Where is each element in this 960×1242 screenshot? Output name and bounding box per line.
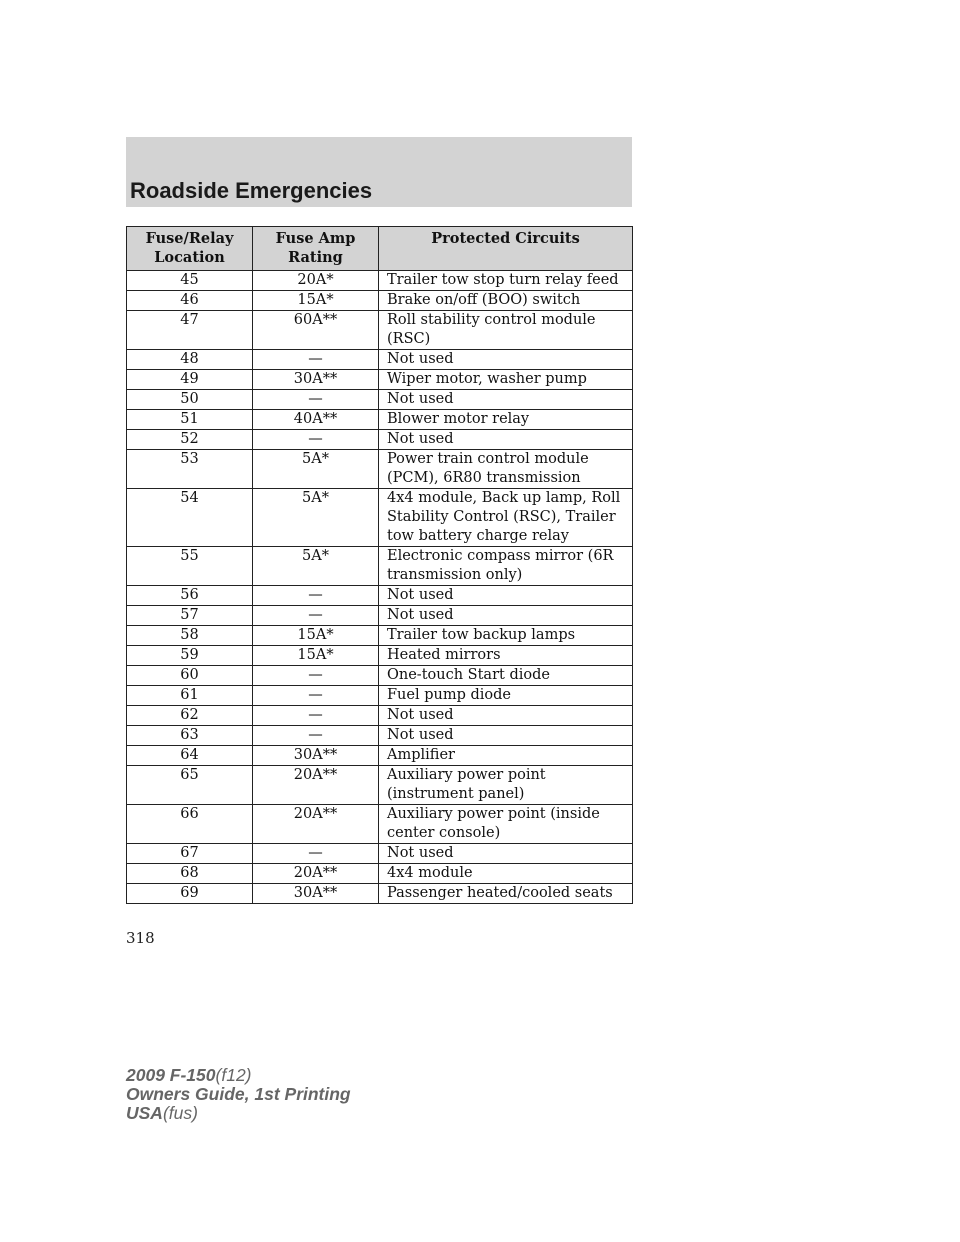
- fuse-rating-cell: 15A*: [253, 626, 379, 646]
- fuse-rating-cell: 15A*: [253, 646, 379, 666]
- table-row: [127, 766, 633, 805]
- protected-circuits-cell: [379, 884, 633, 904]
- column-header-location-label: Fuse/Relay Location: [145, 230, 234, 266]
- fuse-location-cell: 60: [127, 666, 253, 686]
- fuse-location-cell: 45: [127, 271, 253, 291]
- protected-circuits-line: Not used: [387, 391, 454, 407]
- protected-circuits-cell: [379, 311, 633, 350]
- table-row: [127, 350, 633, 370]
- fuse-rating-cell: —: [253, 726, 379, 746]
- protected-circuits-cell: [379, 410, 633, 430]
- protected-circuits-cell: [379, 547, 633, 586]
- fuse-location-cell: 62: [127, 706, 253, 726]
- fuse-location-cell: 58: [127, 626, 253, 646]
- fuse-rating-cell: 5A*: [253, 489, 379, 547]
- table-row: [127, 646, 633, 666]
- protected-circuits-cell: [379, 864, 633, 884]
- fuse-rating-cell: —: [253, 666, 379, 686]
- protected-circuits-line: Passenger heated/cooled seats: [387, 885, 613, 901]
- fuse-location-cell: 52: [127, 430, 253, 450]
- protected-circuits-cell: [379, 271, 633, 291]
- protected-circuits-cell: [379, 350, 633, 370]
- table-row: [127, 626, 633, 646]
- fuse-rating-cell: 20A**: [253, 805, 379, 844]
- protected-circuits-cell: [379, 666, 633, 686]
- column-header-location: [127, 227, 253, 271]
- protected-circuits-cell: [379, 746, 633, 766]
- table-row: [127, 606, 633, 626]
- fuse-location-cell: 61: [127, 686, 253, 706]
- protected-circuits-cell: [379, 291, 633, 311]
- fuse-rating-cell: 30A**: [253, 746, 379, 766]
- protected-circuits-line: Electronic compass mirror (6R: [387, 548, 614, 564]
- fuse-location-cell: 69: [127, 884, 253, 904]
- fuse-location-cell: 46: [127, 291, 253, 311]
- fuse-rating-cell: 20A**: [253, 766, 379, 805]
- table-row: [127, 706, 633, 726]
- protected-circuits-cell: [379, 844, 633, 864]
- protected-circuits-cell: [379, 766, 633, 805]
- protected-circuits-line: Amplifier: [387, 747, 455, 763]
- table-row: [127, 390, 633, 410]
- fuse-location-cell: 49: [127, 370, 253, 390]
- footer-print-info: [126, 1066, 351, 1123]
- fuse-location-cell: 56: [127, 586, 253, 606]
- fuse-rating-cell: —: [253, 390, 379, 410]
- column-header-rating: [253, 227, 379, 271]
- fuse-rating-cell: —: [253, 844, 379, 864]
- protected-circuits-cell: [379, 430, 633, 450]
- column-header-rating-label: Fuse Amp Rating: [275, 230, 356, 266]
- table-row: [127, 805, 633, 844]
- protected-circuits-cell: [379, 626, 633, 646]
- table-row: [127, 666, 633, 686]
- protected-circuits-cell: [379, 390, 633, 410]
- footer-line: [126, 1104, 351, 1123]
- table-row: [127, 746, 633, 766]
- fuse-rating-cell: —: [253, 586, 379, 606]
- table-row: [127, 410, 633, 430]
- footer-line: [126, 1085, 351, 1104]
- fuse-table: [126, 226, 633, 904]
- fuse-location-cell: 63: [127, 726, 253, 746]
- protected-circuits-cell: [379, 686, 633, 706]
- protected-circuits-line: Heated mirrors: [387, 647, 501, 663]
- protected-circuits-line: Trailer tow stop turn relay feed: [387, 272, 619, 288]
- protected-circuits-cell: [379, 489, 633, 547]
- protected-circuits-line: Roll stability control module: [387, 312, 596, 328]
- protected-circuits-line: Power train control module: [387, 451, 589, 467]
- fuse-location-cell: 53: [127, 450, 253, 489]
- protected-circuits-line: Brake on/off (BOO) switch: [387, 292, 581, 308]
- fuse-rating-cell: —: [253, 606, 379, 626]
- fuse-location-cell: 51: [127, 410, 253, 430]
- table-header-row: [127, 227, 633, 271]
- footer-line-light: (fus): [162, 1103, 198, 1123]
- protected-circuits-line: 4x4 module, Back up lamp, Roll: [387, 490, 621, 506]
- protected-circuits-line: Blower motor relay: [387, 411, 530, 427]
- protected-circuits-cell: [379, 726, 633, 746]
- footer-line-bold: Owners Guide, 1st Printing: [126, 1084, 351, 1104]
- section-title: Roadside Emergencies: [130, 178, 373, 203]
- fuse-table-body: [127, 271, 633, 904]
- column-header-circuits-label: Protected Circuits: [431, 230, 580, 247]
- table-row: [127, 844, 633, 864]
- fuse-rating-cell: 15A*: [253, 291, 379, 311]
- fuse-location-cell: 57: [127, 606, 253, 626]
- protected-circuits-line: Auxiliary power point: [387, 767, 546, 783]
- table-row: [127, 450, 633, 489]
- protected-circuits-line: Not used: [387, 727, 454, 743]
- fuse-rating-cell: 30A**: [253, 884, 379, 904]
- table-row: [127, 547, 633, 586]
- protected-circuits-cell: [379, 805, 633, 844]
- protected-circuits-cell: [379, 606, 633, 626]
- protected-circuits-line: Not used: [387, 351, 454, 367]
- fuse-location-cell: 64: [127, 746, 253, 766]
- protected-circuits-line: Not used: [387, 845, 454, 861]
- fuse-rating-cell: 5A*: [253, 450, 379, 489]
- table-row: [127, 370, 633, 390]
- footer-line-light: (f12): [215, 1065, 252, 1085]
- protected-circuits-line: Not used: [387, 707, 454, 723]
- table-row: [127, 311, 633, 350]
- table-row: [127, 864, 633, 884]
- table-row: [127, 686, 633, 706]
- protected-circuits-line: center console): [387, 825, 501, 841]
- fuse-rating-cell: 20A*: [253, 271, 379, 291]
- fuse-rating-cell: —: [253, 686, 379, 706]
- fuse-rating-cell: 20A**: [253, 864, 379, 884]
- protected-circuits-line: Not used: [387, 587, 454, 603]
- column-header-circuits: [379, 227, 633, 271]
- table-row: [127, 291, 633, 311]
- fuse-rating-cell: 40A**: [253, 410, 379, 430]
- table-row: [127, 726, 633, 746]
- fuse-location-cell: 68: [127, 864, 253, 884]
- protected-circuits-line: (instrument panel): [387, 786, 525, 802]
- table-row: [127, 586, 633, 606]
- protected-circuits-line: Wiper motor, washer pump: [387, 371, 587, 387]
- protected-circuits-cell: [379, 706, 633, 726]
- protected-circuits-line: Stability Control (RSC), Trailer: [387, 509, 616, 525]
- fuse-rating-cell: —: [253, 706, 379, 726]
- footer-line-bold: USA: [126, 1103, 163, 1123]
- page-number: 318: [126, 929, 155, 947]
- fuse-rating-cell: 30A**: [253, 370, 379, 390]
- protected-circuits-line: (RSC): [387, 331, 431, 347]
- protected-circuits-line: One-touch Start diode: [387, 667, 550, 683]
- protected-circuits-cell: [379, 646, 633, 666]
- table-row: [127, 884, 633, 904]
- fuse-rating-cell: 60A**: [253, 311, 379, 350]
- protected-circuits-cell: [379, 450, 633, 489]
- fuse-location-cell: 55: [127, 547, 253, 586]
- fuse-location-cell: 65: [127, 766, 253, 805]
- protected-circuits-line: Not used: [387, 607, 454, 623]
- fuse-location-cell: 50: [127, 390, 253, 410]
- fuse-location-cell: 66: [127, 805, 253, 844]
- fuse-rating-cell: 5A*: [253, 547, 379, 586]
- protected-circuits-line: tow battery charge relay: [387, 528, 569, 544]
- protected-circuits-cell: [379, 370, 633, 390]
- protected-circuits-line: 4x4 module: [387, 865, 473, 881]
- protected-circuits-line: Fuel pump diode: [387, 687, 512, 703]
- protected-circuits-line: transmission only): [387, 567, 523, 583]
- fuse-location-cell: 67: [127, 844, 253, 864]
- footer-line-bold: 2009 F-150: [126, 1065, 216, 1085]
- fuse-location-cell: 59: [127, 646, 253, 666]
- fuse-location-cell: 48: [127, 350, 253, 370]
- fuse-location-cell: 47: [127, 311, 253, 350]
- table-row: [127, 489, 633, 547]
- protected-circuits-cell: [379, 586, 633, 606]
- footer-line: [126, 1066, 351, 1085]
- fuse-rating-cell: —: [253, 430, 379, 450]
- table-row: [127, 271, 633, 291]
- table-row: [127, 430, 633, 450]
- protected-circuits-line: Trailer tow backup lamps: [387, 627, 576, 643]
- protected-circuits-line: Not used: [387, 431, 454, 447]
- protected-circuits-line: (PCM), 6R80 transmission: [387, 470, 581, 486]
- fuse-rating-cell: —: [253, 350, 379, 370]
- protected-circuits-line: Auxiliary power point (inside: [387, 806, 600, 822]
- fuse-location-cell: 54: [127, 489, 253, 547]
